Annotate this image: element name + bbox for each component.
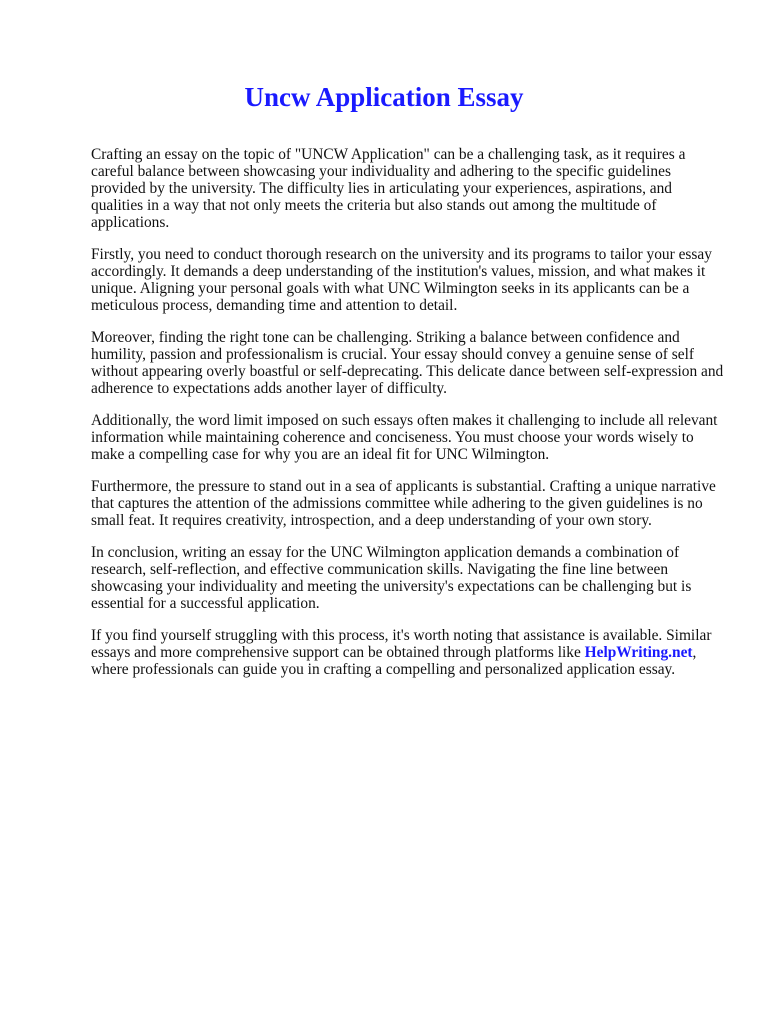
helpwriting-link[interactable]: HelpWriting.net	[584, 644, 693, 661]
paragraph-4: Additionally, the word limit imposed on such essays often makes it challenging to include all relevant information while maintaining coherence and conciseness. You must choose your words wisely to make a compelling case for why you are an ideal fit for UNC Wilmington.	[91, 412, 718, 463]
paragraph-2: Firstly, you need to conduct thorough research on the university and its programs to tailor your essay accordingly. It demands a deep understanding of the institution's values, mission, and what makes it unique. Aligning your personal goals with what UNC Wilmington seeks in its applicants can be a meticulous process, demanding time and attention to detail.	[91, 246, 712, 314]
paragraph-7-lead-text: If you find yourself struggling with this process, it's worth noting that assistance is available. Similar essays and more comprehensive support can be obtained through platforms like	[91, 627, 712, 661]
paragraph-6: In conclusion, writing an essay for the UNC Wilmington application demands a combination of research, self-reflection, and effective communication skills. Navigating the fine line between showcasing your individuality and meeting the university's expectations can be challenging but is essential for a successful application.	[91, 544, 692, 612]
document-body	[91, 146, 727, 693]
paragraph-3: Moreover, finding the right tone can be challenging. Striking a balance between confidence and humility, passion and professionalism is crucial. Your essay should convey a genuine sense of self without appearing overly boastful or self-deprecating. This delicate dance between self-expression and adherence to expectations adds another layer of difficulty.	[91, 329, 724, 397]
paragraph-7	[91, 627, 727, 678]
paragraph-7-tail-text: , where professionals can guide you in crafting a compelling and personalized application essay.	[91, 644, 697, 678]
paragraph-5: Furthermore, the pressure to stand out in a sea of applicants is substantial. Crafting a unique narrative that captures the attention of the admissions committee while adhering to the given guidelines is no small feat. It requires creativity, introspection, and a deep understanding of your own story.	[91, 478, 716, 529]
paragraph-1: Crafting an essay on the topic of "UNCW Application" can be a challenging task, as it requires a careful balance between showcasing your individuality and adhering to the specific guidelines provided by the university. The difficulty lies in articulating your experiences, aspirations, and qualities in a way that not only meets the criteria but also stands out among the multitude of applications.	[91, 146, 686, 231]
document-title: Uncw Application Essay	[244, 82, 524, 112]
